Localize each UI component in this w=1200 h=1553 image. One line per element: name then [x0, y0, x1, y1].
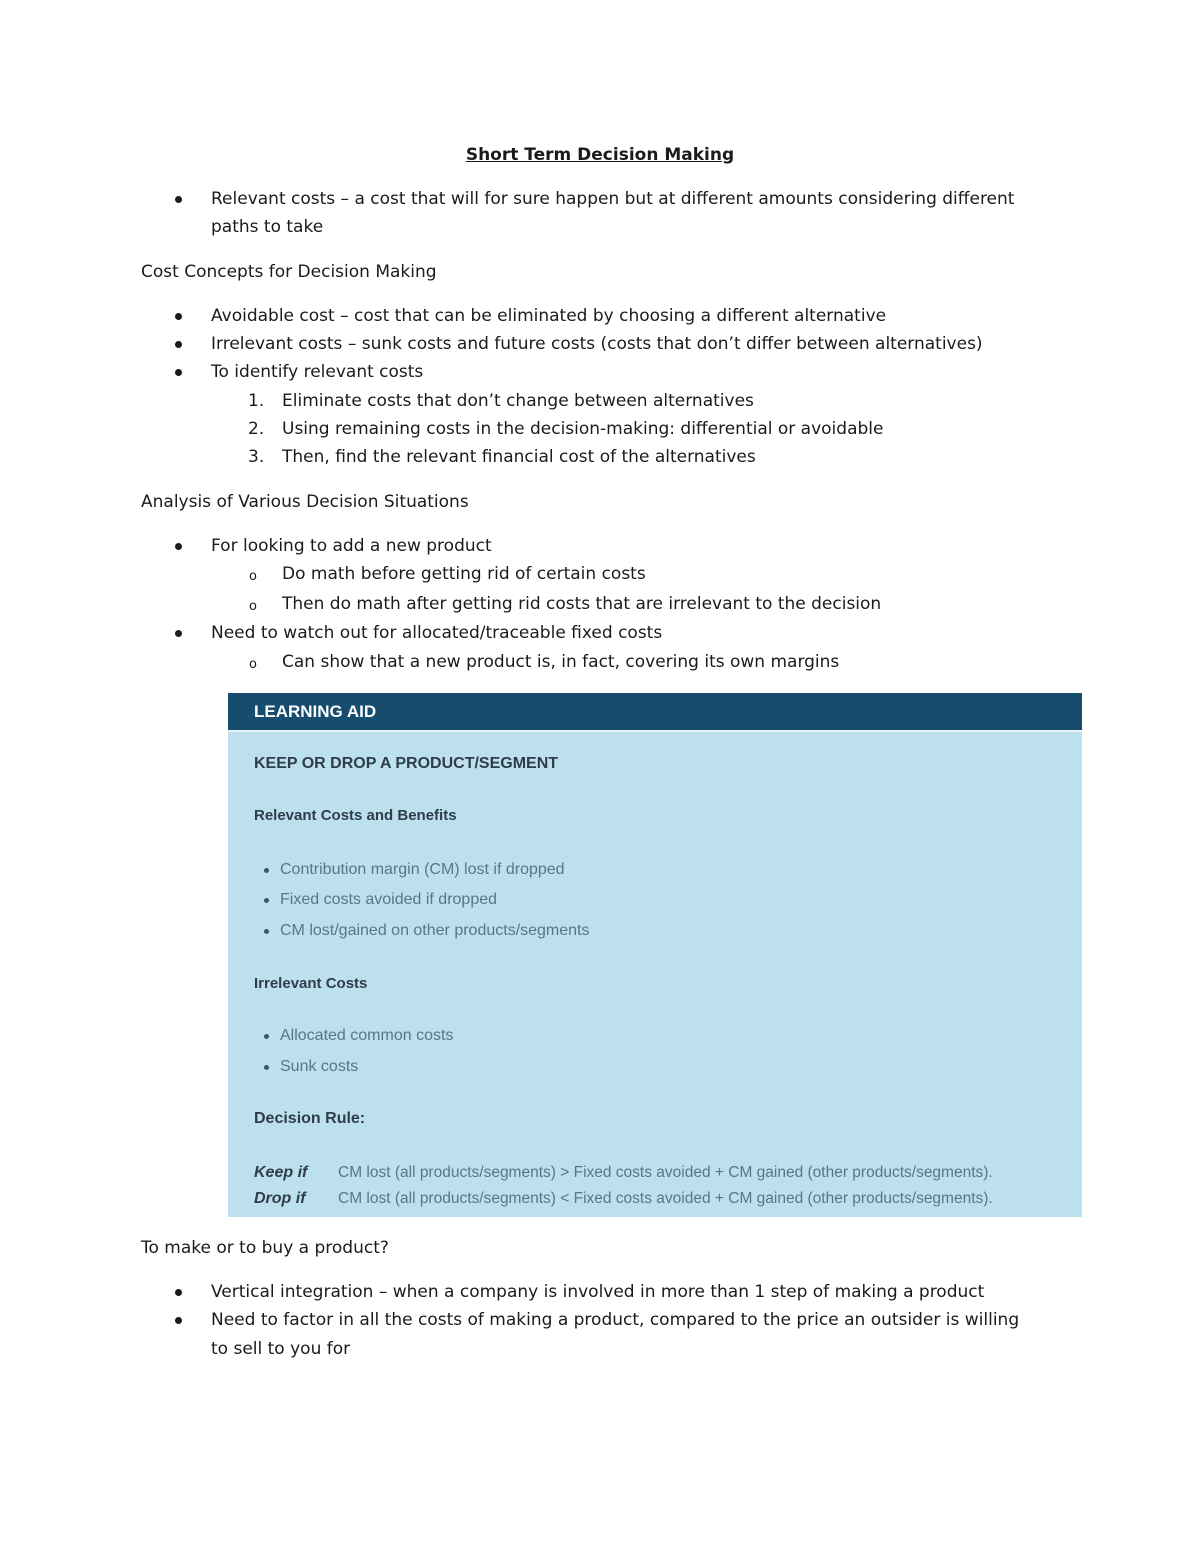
- step-number: 3.: [248, 447, 265, 467]
- relevant-item: Contribution margin (CM) lost if dropped: [280, 861, 565, 878]
- bullet-icon: [175, 543, 182, 550]
- sub-list-item: Can show that a new product is, in fact, covering its own margins: [282, 652, 840, 672]
- page-title: Short Term Decision Making: [465, 145, 735, 165]
- decision-rule-heading: Decision Rule:: [254, 1110, 366, 1127]
- list-item: Need to watch out for allocated/traceable fixed costs: [211, 623, 663, 643]
- step-text: Then, find the relevant financial cost of the alternatives: [282, 447, 756, 467]
- sub-bullet-icon: o: [249, 599, 257, 614]
- step-number: 2.: [248, 419, 265, 439]
- irrelevant-costs-heading: Irrelevant Costs: [254, 975, 368, 992]
- bullet-icon: [264, 868, 269, 873]
- bullet-icon: [175, 1289, 182, 1296]
- list-item: Avoidable cost – cost that can be eliminated by choosing a different alternative: [211, 306, 887, 326]
- irrelevant-item: Allocated common costs: [280, 1027, 454, 1044]
- step-number: 1.: [248, 391, 265, 411]
- intro-bullet-line2: paths to take: [211, 217, 324, 237]
- keep-if-label: Keep if: [254, 1164, 308, 1181]
- sub-list-item: Then do math after getting rid costs that are irrelevant to the decision: [282, 594, 882, 614]
- irrelevant-item: Sunk costs: [280, 1058, 359, 1075]
- list-item: Need to factor in all the costs of making a product, compared to the price an outsider is willing: [211, 1310, 1020, 1330]
- bullet-icon: [264, 1034, 269, 1039]
- relevant-costs-heading: Relevant Costs and Benefits: [254, 807, 457, 824]
- section-heading-make-or-buy: To make or to buy a product?: [141, 1238, 389, 1258]
- section-heading-analysis: Analysis of Various Decision Situations: [141, 492, 469, 512]
- learning-aid-header-divider: [228, 730, 1082, 732]
- intro-bullet-line1: Relevant costs – a cost that will for sure happen but at different amounts considering different: [211, 189, 1015, 209]
- bullet-icon: [175, 1317, 182, 1324]
- relevant-item: Fixed costs avoided if dropped: [280, 891, 498, 908]
- list-item: Vertical integration – when a company is involved in more than 1 step of making a product: [211, 1282, 985, 1302]
- bullet-icon: [264, 929, 269, 934]
- keep-if-rule: CM lost (all products/segments) > Fixed costs avoided + CM gained (other products/segments).: [338, 1164, 993, 1181]
- learning-aid-header-label: LEARNING AID: [254, 702, 377, 721]
- sub-bullet-icon: o: [249, 657, 257, 672]
- learning-aid-box: [228, 693, 1082, 1217]
- sub-list-item: Do math before getting rid of certain costs: [282, 564, 646, 584]
- drop-if-label: Drop if: [254, 1190, 306, 1207]
- bullet-icon: [175, 369, 182, 376]
- relevant-item: CM lost/gained on other products/segments: [280, 922, 590, 939]
- list-item: For looking to add a new product: [211, 536, 492, 556]
- list-item-continuation: to sell to you for: [211, 1339, 351, 1359]
- bullet-icon: [175, 313, 182, 320]
- list-item: To identify relevant costs: [211, 362, 424, 382]
- bullet-icon: [264, 1065, 269, 1070]
- step-text: Using remaining costs in the decision-making: differential or avoidable: [282, 419, 884, 439]
- step-text: Eliminate costs that don’t change between alternatives: [282, 391, 754, 411]
- drop-if-rule: CM lost (all products/segments) < Fixed costs avoided + CM gained (other products/segments).: [338, 1190, 993, 1207]
- bullet-icon: [264, 898, 269, 903]
- list-item: Irrelevant costs – sunk costs and future costs (costs that don’t differ between alternatives): [211, 334, 983, 354]
- sub-bullet-icon: o: [249, 569, 257, 584]
- bullet-icon: [175, 630, 182, 637]
- section-heading-cost-concepts: Cost Concepts for Decision Making: [141, 262, 437, 282]
- learning-aid-title: KEEP OR DROP A PRODUCT/SEGMENT: [254, 755, 559, 772]
- bullet-icon: [175, 341, 182, 348]
- bullet-icon: [175, 196, 182, 203]
